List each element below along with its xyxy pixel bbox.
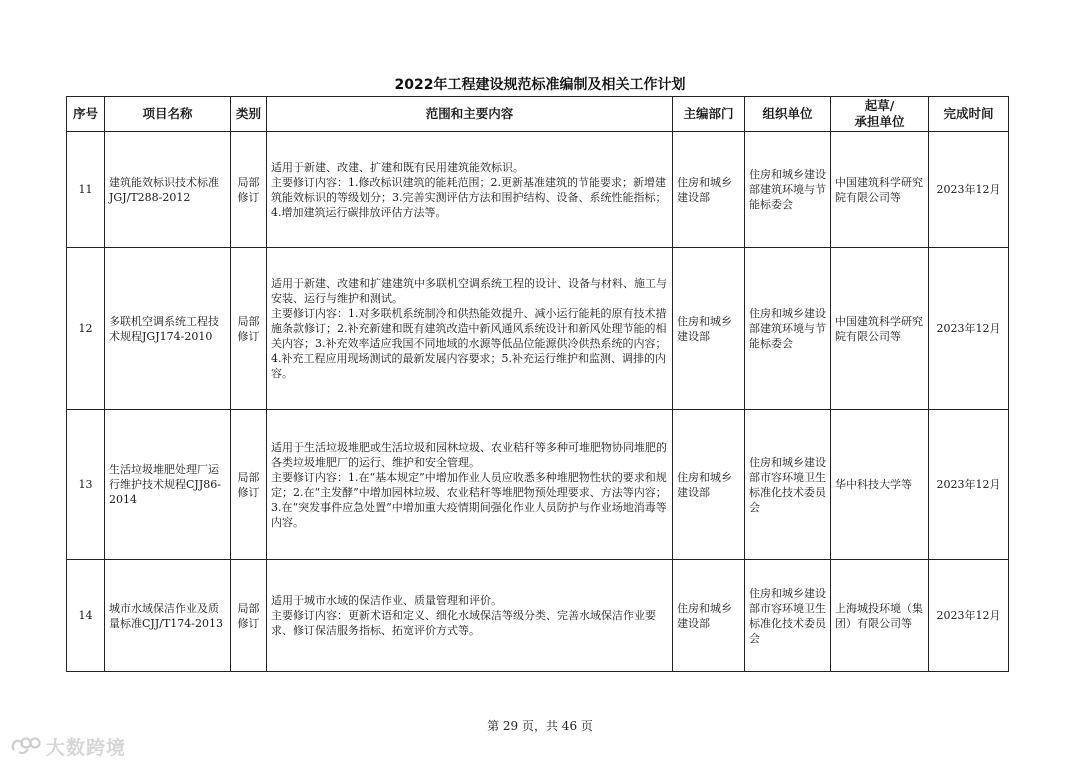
cell-lead-department: 住房和城乡 建设部 bbox=[673, 410, 745, 560]
cell-seq: 14 bbox=[67, 560, 105, 672]
header-category: 类别 bbox=[231, 97, 267, 132]
cell-project-name: 生活垃圾堆肥处理厂运行维护技术规程CJJ86-2014 bbox=[105, 410, 231, 560]
chain-logo-icon bbox=[10, 735, 44, 757]
cell-organizer: 住房和城乡建设部建筑环境与节能标委会 bbox=[745, 248, 831, 410]
page-title: 2022年工程建设规范标准编制及相关工作计划 bbox=[394, 77, 686, 93]
header-lead-department: 主编部门 bbox=[673, 97, 745, 132]
cell-category: 局部 修订 bbox=[231, 132, 267, 248]
cell-project-name: 建筑能效标识技术标准 JGJ/T288-2012 bbox=[105, 132, 231, 248]
cell-category: 局部 修订 bbox=[231, 248, 267, 410]
header-organizer: 组织单位 bbox=[745, 97, 831, 132]
header-project-name: 项目名称 bbox=[105, 97, 231, 132]
header-seq: 序号 bbox=[67, 97, 105, 132]
page-footer: 第 29 页，共 46 页 bbox=[487, 719, 593, 733]
table-row bbox=[67, 410, 1009, 560]
watermark-text: 大数跨境 bbox=[46, 736, 127, 759]
cell-organizer: 住房和城乡建设部建筑环境与节能标委会 bbox=[745, 132, 831, 248]
cell-category: 局部 修订 bbox=[231, 560, 267, 672]
cell-drafter: 上海城投环境（集团）有限公司等 bbox=[831, 560, 929, 672]
cell-lead-department: 住房和城乡 建设部 bbox=[673, 132, 745, 248]
cell-completion-time: 2023年12月 bbox=[929, 248, 1009, 410]
header-scope-content: 范围和主要内容 bbox=[267, 97, 673, 132]
work-plan-table bbox=[66, 96, 1009, 672]
cell-project-name: 多联机空调系统工程技术规程JGJ174-2010 bbox=[105, 248, 231, 410]
table-row bbox=[67, 132, 1009, 248]
header-completion-time: 完成时间 bbox=[929, 97, 1009, 132]
cell-category: 局部 修订 bbox=[231, 410, 267, 560]
table-header-row bbox=[67, 97, 1009, 132]
cell-completion-time: 2023年12月 bbox=[929, 560, 1009, 672]
cell-lead-department: 住房和城乡 建设部 bbox=[673, 248, 745, 410]
header-drafter: 起草/ 承担单位 bbox=[831, 97, 929, 132]
cell-lead-department: 住房和城乡 建设部 bbox=[673, 560, 745, 672]
cell-organizer: 住房和城乡建设部市容环境卫生标准化技术委员会 bbox=[745, 560, 831, 672]
cell-project-name: 城市水域保洁作业及质量标准CJJ/T174-2013 bbox=[105, 560, 231, 672]
cell-completion-time: 2023年12月 bbox=[929, 132, 1009, 248]
cell-drafter: 中国建筑科学研究院有限公司等 bbox=[831, 248, 929, 410]
cell-scope-content: 适用于新建、改建和扩建建筑中多联机空调系统工程的设计、设备与材料、施工与安装、运行与维护和测试。 主要修订内容：1.对多联机系统制冷和供热能效提升、减小运行能耗的原有技术措施条款修订；2.补充新建和既有建筑改造中新风通风系统设计和新风处理节能的相关内容；3.补充效率适应我国不同地域的水源等低品位能源供冷供热系统的内容；4.补充工程应用现场测试的最新发展内容要求；5.补充运行维护和监测、调排的内容。 bbox=[267, 248, 673, 410]
table-row bbox=[67, 560, 1009, 672]
cell-completion-time: 2023年12月 bbox=[929, 410, 1009, 560]
cell-drafter: 中国建筑科学研究院有限公司等 bbox=[831, 132, 929, 248]
watermark bbox=[10, 734, 126, 758]
cell-seq: 12 bbox=[67, 248, 105, 410]
cell-scope-content: 适用于新建、改建、扩建和既有民用建筑能效标识。 主要修订内容：1.修改标识建筑的能耗范围；2.更新基准建筑的节能要求；新增建筑能效标识的等级划分；3.完善实测评估方法和围护结构、设备、系统性能指标；4.增加建筑运行碳排放评估方法等。 bbox=[267, 132, 673, 248]
cell-organizer: 住房和城乡建设部市容环境卫生标准化技术委员会 bbox=[745, 410, 831, 560]
cell-seq: 11 bbox=[67, 132, 105, 248]
cell-scope-content: 适用于生活垃圾堆肥或生活垃圾和园林垃圾、农业秸秆等多种可堆肥物协同堆肥的各类垃圾堆肥厂的运行、维护和安全管理。 主要修订内容：1.在“基本规定”中增加作业人员应收悉多种堆肥物性状的要求和规定；2.在“主发酵”中增加园林垃圾、农业秸秆等堆肥物预处理要求、方法等内容；3.在“突发事件应急处置”中增加重大疫情期间强化作业人员防护与作业场地消毒等内容。 bbox=[267, 410, 673, 560]
cell-scope-content: 适用于城市水域的保洁作业、质量管理和评价。 主要修订内容：更新术语和定义、细化水域保洁等级分类、完善水域保洁作业要求、修订保洁服务指标、拓宽评价方式等。 bbox=[267, 560, 673, 672]
cell-seq: 13 bbox=[67, 410, 105, 560]
table-row bbox=[67, 248, 1009, 410]
cell-drafter: 华中科技大学等 bbox=[831, 410, 929, 560]
